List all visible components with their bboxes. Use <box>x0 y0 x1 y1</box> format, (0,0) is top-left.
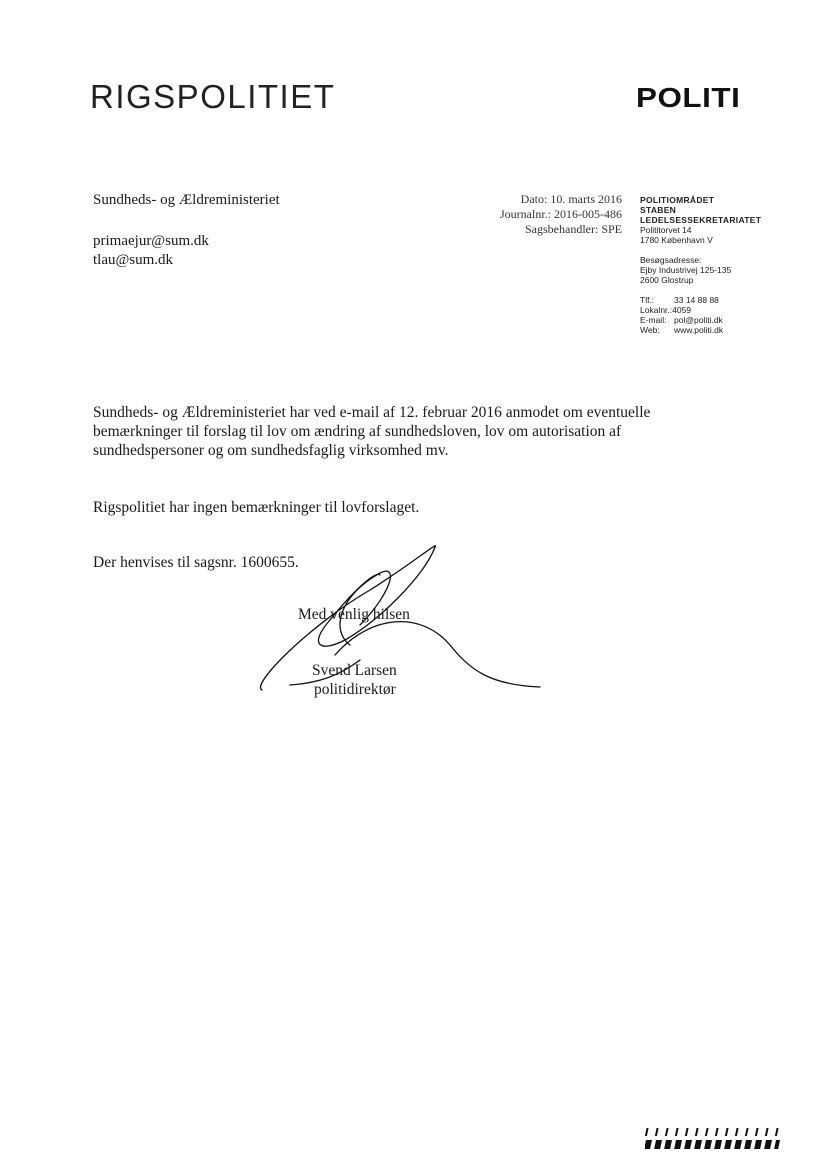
body-reference-paragraph: Der henvises til sagsnr. 1600655. <box>93 554 299 571</box>
meta-handler: Sagsbehandler: SPE <box>525 222 622 236</box>
sidebar-unit-3: LEDELSESSEKRETARIATET <box>640 215 762 225</box>
sidebar-web-label: Web: <box>640 325 660 335</box>
org-title: RIGSPOLITIET <box>90 78 336 115</box>
meta-date: Dato: 10. marts 2016 <box>520 192 622 206</box>
signer-title: politidirektør <box>314 681 396 698</box>
sidebar-email-label: E-mail: <box>640 315 667 325</box>
sidebar-visit-2: 2600 Glostrup <box>640 275 694 285</box>
stripe-row-bottom <box>645 1140 780 1149</box>
sidebar-phone-label: Tlf.: <box>640 295 655 305</box>
sidebar-visit-label: Besøgsadresse: <box>640 255 702 265</box>
sidebar-unit-2: STABEN <box>640 205 677 215</box>
sidebar-web: www.politi.dk <box>674 325 724 335</box>
sidebar-local-label: Lokalnr.: <box>640 305 673 315</box>
sidebar-phone: 33 14 88 88 <box>674 295 719 305</box>
sender-sidebar <box>640 195 761 335</box>
sidebar-unit-1: POLITIOMRÅDET <box>640 195 715 205</box>
stripe-row-top <box>645 1128 779 1136</box>
letter-meta <box>500 192 622 237</box>
closing-greeting: Med venlig hilsen <box>298 606 410 623</box>
recipient-name: Sundheds- og Ældreministeriet <box>93 192 280 208</box>
sidebar-local: 4059 <box>672 305 692 315</box>
recipient-email-1: primaejur@sum.dk <box>93 233 209 249</box>
recipient-emails <box>93 232 209 270</box>
police-stripe-pattern <box>645 1126 785 1154</box>
signer-name: Svend Larsen <box>312 662 397 679</box>
sidebar-email: pol@politi.dk <box>674 315 723 325</box>
politi-logo: POLITI <box>636 82 741 113</box>
sidebar-address-1: Polititorvet 14 <box>640 225 692 235</box>
sidebar-visit-1: Ejby Industrivej 125-135 <box>640 265 732 275</box>
sidebar-address-2: 1780 København V <box>640 235 713 245</box>
body-intro-paragraph: Sundheds- og Ældreministeriet har ved e-mail af 12. februar 2016 anmodet om eventuelle bemærkninger til forslag til lov om ændring af sundhedsloven, lov om autorisation af sundhedspersoner og om sundhedsfaglig virksomhed mv. <box>93 404 651 459</box>
body-no-remarks-paragraph: Rigspolitiet har ingen bemærkninger til lovforslaget. <box>93 499 420 516</box>
recipient-email-2: tlau@sum.dk <box>93 252 174 268</box>
meta-journal: Journalnr.: 2016-005-486 <box>500 207 622 221</box>
